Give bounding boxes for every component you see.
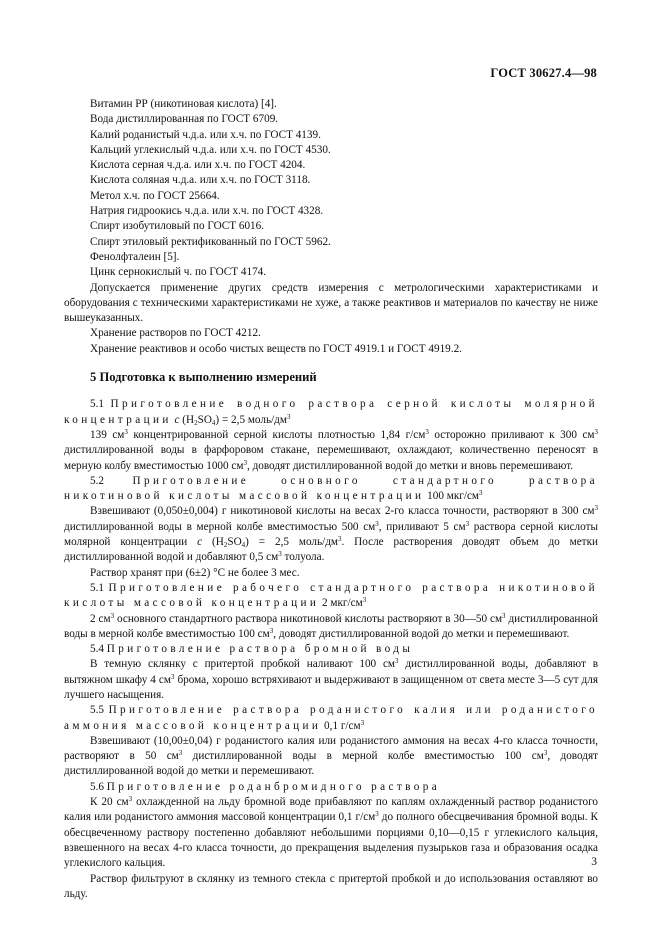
text-part: Взвешивают (10,00±0,04) г роданистого калия или роданистого аммония на весах 4-го класса точности, растворяют в 50 см	[64, 734, 598, 763]
formula-part: ) = 2,5 моль/дм	[215, 413, 287, 426]
subscript: 2	[223, 541, 228, 550]
concentration-symbol: c	[174, 413, 180, 426]
text-part: толуола.	[281, 551, 325, 564]
section-title: 5 Подготовка к выполнению измерений	[90, 370, 317, 385]
formula-superscript: 3	[362, 596, 367, 605]
text-part: Взвешивают (0,050±0,004) г никотиновой кислоты на весах 2-го класса точности, растворяют в 300 см	[90, 505, 595, 518]
reagent-list	[64, 97, 598, 281]
superscript: 3	[375, 810, 379, 819]
reagent-item: Цинк сернокислый ч. по ГОСТ 4174.	[90, 266, 267, 279]
text-part: до полного обесцвечивания бромной воды. К обесцвеченному раствору постепенно добавляют небольшими порциями 0,10—0,15 г углекислого кальция, взвешенного на весах 4-го класса точности, до прекращения выделения пузырьков газа и образования осадка углекислого кальция.	[64, 811, 598, 870]
superscript: 3	[178, 749, 183, 758]
text-part: концентрированной серной кислоты плотностью 1,84 г/см	[127, 428, 426, 441]
superscript: 3	[128, 795, 133, 804]
text-part: , приливают 5 см	[378, 520, 466, 533]
superscript: 3	[395, 657, 399, 666]
subsection-5-2-heading	[64, 474, 598, 505]
superscript: 3	[594, 427, 598, 436]
subsection-heading-text: Приготовление рабочего стандартного раствора никотиновой кислоты массовой концентрации	[64, 581, 598, 610]
superscript: 3	[170, 672, 175, 681]
formula-superscript: 3	[479, 489, 483, 498]
subsection-heading-text: Приготовление раствора бромной воды	[106, 643, 414, 656]
subsection-heading-text: Приготовление основного стандартного раствора никотиновой кислоты массовой концентрации	[64, 474, 598, 503]
subsection-number: 5.2	[90, 474, 104, 487]
formula-part: 0,1 г/см	[321, 719, 361, 732]
concentration-symbol: c	[197, 536, 203, 549]
subscript: 4	[241, 541, 246, 550]
subsection-5-3-text	[64, 612, 598, 643]
allowed-note: Допускается применение других средств измерения с метрологическими характеристиками и оборудования с техническими характеристиками не хуже, а также реактивов и материалов по качеству не ниже вышеуказанных.	[64, 281, 598, 325]
text-part: В темную склянку с притертой пробкой наливают 100 см	[90, 658, 396, 671]
subsection-heading-text: Приготовление роданбромидного раствора	[106, 780, 441, 793]
formula-part: 2 мкг/см	[319, 597, 363, 610]
text-part: К 20 см	[90, 796, 129, 809]
storage-reagents-note: Хранение реактивов и особо чистых веществ по ГОСТ 4919.1 и ГОСТ 4919.2.	[90, 342, 462, 355]
superscript: 3	[502, 611, 506, 620]
subsection-number: 5.6	[90, 780, 104, 793]
subsection-5-1-heading	[64, 397, 598, 428]
subsection-5-4-text	[64, 657, 598, 703]
superscript: 3	[269, 626, 274, 635]
subsection-number: 5.4	[90, 643, 104, 656]
reagent-item: Вода дистиллированная по ГОСТ 6709.	[90, 113, 279, 126]
text-part: ) = 2,5 моль/дм	[245, 536, 338, 549]
text-part: , доводят дистиллированной водой до метки и перемешивают.	[273, 627, 570, 640]
superscript: 3	[375, 519, 379, 528]
text-part: SO	[227, 536, 242, 549]
superscript: 3	[124, 427, 128, 436]
subsection-heading-text: Приготовление водного раствора серной кислоты молярной концентрации	[64, 398, 599, 426]
subsection-heading-text: Приготовление раствора роданистого калия или роданистого аммония массовой концентрации	[64, 704, 598, 732]
superscript: 3	[465, 519, 470, 528]
reagent-item: Натрия гидроокись ч.д.а. или х.ч. по ГОСТ 4328.	[90, 205, 324, 218]
subsection-5-4-heading	[64, 642, 598, 657]
reagent-item: Спирт этиловый ректификованный по ГОСТ 5962.	[90, 235, 331, 248]
text-part: 139 см	[90, 428, 125, 441]
superscript: 3	[278, 550, 282, 559]
superscript: 3	[110, 611, 115, 620]
formula-superscript: 3	[360, 718, 365, 727]
reagent-item: Кислота соляная ч.д.а. или х.ч. по ГОСТ 3118.	[90, 174, 311, 187]
text-part: раствора серной кислоты молярной концентрации	[64, 520, 598, 549]
subsection-5-5-text	[64, 734, 598, 780]
page-content	[64, 97, 598, 902]
reagent-item: Кислота серная ч.д.а. или х.ч. по ГОСТ 4204.	[90, 159, 306, 172]
superscript: 3	[543, 749, 548, 758]
text-part: 2 см	[90, 612, 111, 625]
reagent-item: Кальций углекислый ч.д.а. или х.ч. по ГОСТ 4530.	[90, 143, 331, 156]
text-part: . После растворения доводят объем до метки дистиллированной водой и добавляют 0,5 см	[64, 536, 598, 564]
text-part: , доводят дистиллированной водой до метки и вновь перемешивают.	[246, 459, 574, 472]
subsection-number: 5.5	[90, 704, 104, 717]
page-number: 3	[591, 856, 597, 868]
superscript: 3	[594, 504, 598, 513]
text-part: дистиллированной воды в фарфоровом стакане, перемешивают, охлаждают, количественно переносят в мерную колбу вместимостью 1000 см	[64, 444, 598, 472]
superscript: 3	[425, 427, 429, 436]
subsection-5-3-heading	[64, 581, 598, 612]
text-part: дистиллированной воды в мерной колбе вместимостью 500 см	[64, 520, 376, 533]
formula-part: 100 мкг/см	[424, 490, 479, 503]
text-part: дистиллированной воды в мерной колбе вместимостью 100 см	[64, 612, 598, 640]
storage-solutions-note: Хранение растворов по ГОСТ 4212.	[90, 327, 261, 340]
reagent-item: Метол х.ч. по ГОСТ 25664.	[90, 189, 220, 202]
subsection-5-6-heading	[64, 780, 598, 795]
reagent-item: Фенолфталеин [5].	[90, 250, 180, 263]
text-part: брома, хорошо встряхивают и выдерживают в защищенном от света месте 3—5 сут для лучшего насыщения.	[64, 673, 598, 701]
reagent-item: Калий роданистый ч.д.а. или х.ч. по ГОСТ 4139.	[90, 128, 321, 141]
text-part: дистиллированной воды, добавляют в вытяжном шкафу 4 см	[64, 658, 598, 686]
subsection-5-5-heading	[64, 703, 598, 734]
reagent-item: Спирт изобутиловый по ГОСТ 6016.	[90, 220, 265, 233]
text-part: охлажденной на льду бромной воде прибавляют по каплям охлажденный раствор роданистого калия или роданистого аммония массовой концентрации 0,1 г/см	[64, 796, 598, 824]
subsection-number: 5.1	[90, 398, 104, 411]
superscript: 3	[337, 535, 342, 544]
subsection-5-6-filter: Раствор фильтруют в склянку из темного стекла с притертой пробкой и до использования оставляют во льду.	[64, 872, 598, 900]
text-part: осторожно приливают к 300 см	[428, 428, 595, 441]
text-part: (H	[202, 536, 224, 549]
formula-part: (H	[179, 413, 195, 426]
formula-subscript: 2	[194, 418, 198, 427]
formula-part: SO	[197, 413, 212, 426]
superscript: 3	[243, 458, 247, 467]
subsection-number: 5.1	[90, 581, 104, 594]
subsection-5-6-text	[64, 795, 598, 871]
subsection-5-1-text	[64, 428, 598, 474]
formula-subscript: 4	[211, 418, 216, 427]
standard-header: ГОСТ 30627.4—98	[490, 66, 597, 80]
formula-superscript: 3	[286, 412, 291, 421]
subsection-5-2-storage: Раствор хранят при (6±2) °С не более 3 мес.	[90, 566, 300, 579]
text-part: основного стандартного раствора никотиновой кислоты растворяют в 30—50 см	[114, 612, 503, 625]
text-part: , доводят дистиллированной водой до метки и перемешивают.	[64, 750, 598, 778]
subsection-5-2-text	[64, 504, 598, 565]
reagent-item: Витамин РР (никотиновая кислота) [4].	[90, 98, 277, 110]
text-part: дистиллированной воды в мерной колбе вместимостью 100 см	[182, 750, 544, 763]
